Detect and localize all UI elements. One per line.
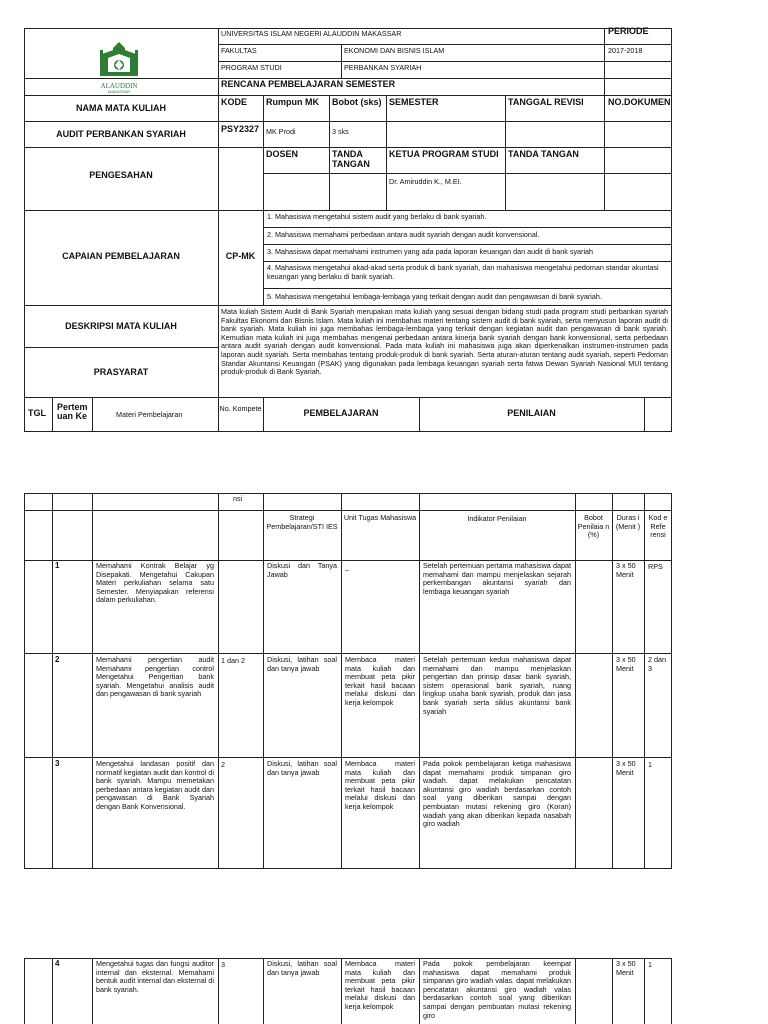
cpmk-item-3: 3. Mahasiswa dapat memahami instrumen yang ada pada laporan keuangan dan audit di bank syariah: [267, 247, 594, 256]
row-2-kompetensi: 1 dan 2: [221, 656, 245, 665]
logo-subtext: MAKASSAR: [107, 89, 131, 94]
col-materi-header: Materi Pembelajaran: [116, 410, 183, 419]
cpmk-label: CP-MK: [225, 251, 256, 261]
row-4-durasi: 3 x 50 Menit: [616, 959, 636, 977]
rumpun-label: Rumpun MK: [266, 97, 319, 107]
cpmk-item-5: 5. Mahasiswa mengetahui lembaga-lembaga yang terkait dengan audit dan pengawasan di bank syariah.: [267, 292, 602, 301]
prodi-value: PERBANKAN SYARIAH: [344, 63, 422, 72]
row-1-no: 1: [55, 561, 60, 570]
row-1-unit: _: [345, 562, 349, 571]
row-3-ref: 1: [648, 760, 652, 769]
fakultas-value: EKONOMI DAN BISNIS ISLAM: [344, 46, 445, 55]
row-2-no: 2: [55, 655, 60, 664]
col-pertemuan-header: Pertem uan Ke: [57, 402, 88, 421]
row-2-materi: Memahami pengertian audit Memahami pengertian control Mengetahui Pengertian bank syariah. Mengetahui analisis audit dan pengawasan di bank syariah: [96, 655, 214, 699]
deskripsi-label: DESKRIPSI MATA KULIAH: [65, 321, 177, 331]
col-kompetensi-header: No. Kompete: [219, 404, 262, 413]
row-1-strategi: Diskusi dan Tanya Jawab: [267, 561, 337, 579]
row-3-no: 3: [55, 759, 60, 768]
col-pembelajaran-header: PEMBELAJARAN: [303, 408, 379, 418]
semester-label: SEMESTER: [389, 97, 439, 107]
row-3-unit: Membaca materi mata kuliah dan membuat peta pikir terkait hasil bacaan melalui diskusi dan kerja kelompok: [345, 759, 415, 811]
ketua-prodi-label: KETUA PROGRAM STUDI: [389, 149, 499, 159]
ketua-prodi-name: Dr. Amiruddin K., M.EI.: [389, 177, 462, 186]
row-4-no: 4: [55, 959, 60, 968]
row-3-indikator: Pada pokok pembelajaran ketiga mahasiswa dapat memahami produk simpanan giro wadiah. dapat melakukan pencatatan akuntansi giro wadiah berdasarkan contoh soal yang diberikan sampai dengan pembuatan mutasi rekening giro (Koran) wadiah yang akan diberikan kepada nasabah giro wadiah: [423, 759, 571, 829]
tanda-tangan-1-label: TANDA TANGAN: [332, 149, 370, 169]
row-2-unit: Membaca materi mata kuliah dan membuat peta pikir terkait hasil bacaan melalui diskusi dan kerja kelompok: [345, 655, 415, 707]
col-tgl-header: TGL: [28, 408, 46, 418]
row-3-strategi: Diskusi, latihan soal dan tanya jawab: [267, 759, 337, 777]
no-dokumen-label: NO.DOKUMEN: [608, 97, 671, 107]
row-4-strategi: Diskusi, latihan soal dan tanya jawab: [267, 959, 337, 977]
fakultas-label: FAKULTAS: [221, 46, 257, 55]
row-3-materi: Mengetahui landasan positif dan normatif kegiatan audit dan kontrol di bank syariah. Mampu memetakan perbedaan antara kegiatan audit dan pengawasan di Bank Syariah dengan Bank Konvensional.: [96, 759, 214, 811]
col-durasi-header: Duras i (Menit ): [615, 513, 641, 531]
col-penilaian-header: PENILAIAN: [507, 408, 556, 418]
nama-mk-value: AUDIT PERBANKAN SYARIAH: [56, 129, 186, 139]
cpmk-item-2: 2. Mahasiswa memahami perbedaan antara audit syariah dengan audit konvensional.: [267, 230, 540, 239]
prasyarat-label: PRASYARAT: [93, 367, 149, 377]
kode-label: KODE: [221, 97, 248, 107]
tanggal-revisi-label: TANGGAL REVISI: [508, 97, 584, 107]
pengesahan-label: PENGESAHAN: [89, 170, 153, 180]
col-indikator-header: Indikator Penilaian: [467, 514, 527, 523]
rps-title: RENCANA PEMBELAJARAN SEMESTER: [221, 79, 396, 89]
col-kode-ref-header: Kod e Refe rensi: [648, 513, 668, 540]
periode-value: 2017-2018: [608, 46, 643, 55]
row-1-materi: Memahami Kontrak Belajar yg Disepakati. Mengetahui Cakupan Materi perkuliahan selama satu Semester. Menyiapakan referensi dalam perkuliahan.: [96, 561, 214, 605]
row-1-indikator: Setelah pertemuan pertama mahasiswa dapat memahami dan mampu menjelaskan sejarah perkembangan akuntansi syariah dan lembaga keuangan syariah: [423, 561, 571, 596]
nama-mk-label: NAMA MATA KULIAH: [76, 103, 166, 113]
bobot-label: Bobot (sks): [332, 97, 382, 107]
row-4-unit: Membaca materi mata kuliah dan membuat peta pikir terkait hasil bacaan melalui diskusi dan kerja kelompok: [345, 959, 415, 1011]
row-4-indikator: Pada pokok pembelajaran keempat mahasiswa dapat memahami produk simpanan giro wadiah valas. dapat melakukan pencatatan akuntansi giro wadiah valas berdasarkan contoh soal yang diberikan sampai dengan pembuatan mutasi rekening giro: [423, 959, 571, 1020]
deskripsi-text: Mata kuliah Sistem Audit di Bank Syariah merupakan mata kuliah yang sesuai dengan bidang studi pada program studi perbankan syariah Fakultas Ekonomi dan Bisnis Islam. Mata kuliah ini membahas materi tentang sistem audit di bank syariah, serta menyusun laporan audit di bank syariah. Mata kuliah ini juga membahas lembaga-lembaga yang terkait dengan kegiatan audit dan pengawasan di bank syariah. Kemudian mata kuliah ini juga membahas mengenai perbedaan antara kinerja bank syariah dengan bank konvensional, serta perbedaan antara audit syariah dengan audit konvensional. Pada mata kuliah ini mahasiswa juga akan diperkenalkan instrumen-instrumen pada laporan audit syariah. Serta membahas tentang produk-produk di bank syariah. Serta aturan-aturan tentang audit syariah, seperti Pedoman Standar Akuntansi Keuangan (PSAK) yang digunakan pada lembaga keuangan syariah serta fatwa Dewan Syariah Nasional MUI tentang produk-produk di Bank Syariah.: [221, 307, 668, 377]
row-1-ref: RPS: [648, 562, 663, 571]
periode-label: PERIODE: [608, 26, 649, 36]
row-2-indikator: Setelah pertemuan kedua mahasiswa dapat memahami dan mampu menjelaskan pengertian dan prinsip dasar bank syariah, sistem operasional bank syariah, ruang lingkup usaha bank syariah, produk dan jasa bank syariah serta siklus akuntansi bank syariah: [423, 655, 571, 716]
tanda-tangan-2-label: TANDA TANGAN: [508, 149, 579, 159]
row-2-durasi: 3 x 50 Menit: [616, 655, 636, 673]
kode-value: PSY2327: [221, 124, 260, 134]
row-4-kompetensi: 3: [221, 960, 225, 969]
rumpun-value: MK Prodi: [266, 127, 296, 136]
university-name: UNIVERSITAS ISLAM NEGERI ALAUDDIN MAKASSAR: [221, 29, 402, 38]
row-2-strategi: Diskusi, latihan soal dan tanya jawab: [267, 655, 337, 673]
col-kompetensi-header-cont: nsi: [233, 494, 243, 503]
cpmk-item-4: 4. Mahasiswa mengetahui akad-akad serta produk di bank syariah, dan mahasiswa mengetahui pedoman standar akuntasi keuangan yang berlaku di bank syariah.: [267, 263, 659, 281]
col-unit-tugas-header: Unit Tugas Mahasiswa: [343, 513, 417, 522]
row-4-materi: Mengetahui tugas dan fungsi auditor internal dan eksternal. Memahami bentuk audit internal dan eksternal di bank syariah.: [96, 959, 214, 994]
logo-text: ALAUDDIN: [100, 82, 138, 90]
row-2-ref: 2 dan 3: [648, 655, 666, 673]
row-3-durasi: 3 x 50 Menit: [616, 759, 636, 777]
col-bobot-header: Bobot Penilaia n (%): [577, 513, 610, 540]
capaian-label: CAPAIAN PEMBELAJARAN: [62, 251, 180, 261]
dosen-label: DOSEN: [266, 149, 299, 159]
prodi-label: PROGRAM STUDI: [221, 63, 282, 72]
row-4-ref: 1: [648, 960, 652, 969]
col-strategi-header: Strategi Pembelajaran/STI IES: [266, 513, 338, 531]
cpmk-item-1: 1. Mahasiswa mengetahui sistem audit yang berlaku di bank syariah.: [267, 212, 487, 221]
row-1-durasi: 3 x 50 Menit: [616, 561, 636, 579]
bobot-value: 3 sks: [332, 127, 349, 136]
row-3-kompetensi: 2: [221, 760, 225, 769]
